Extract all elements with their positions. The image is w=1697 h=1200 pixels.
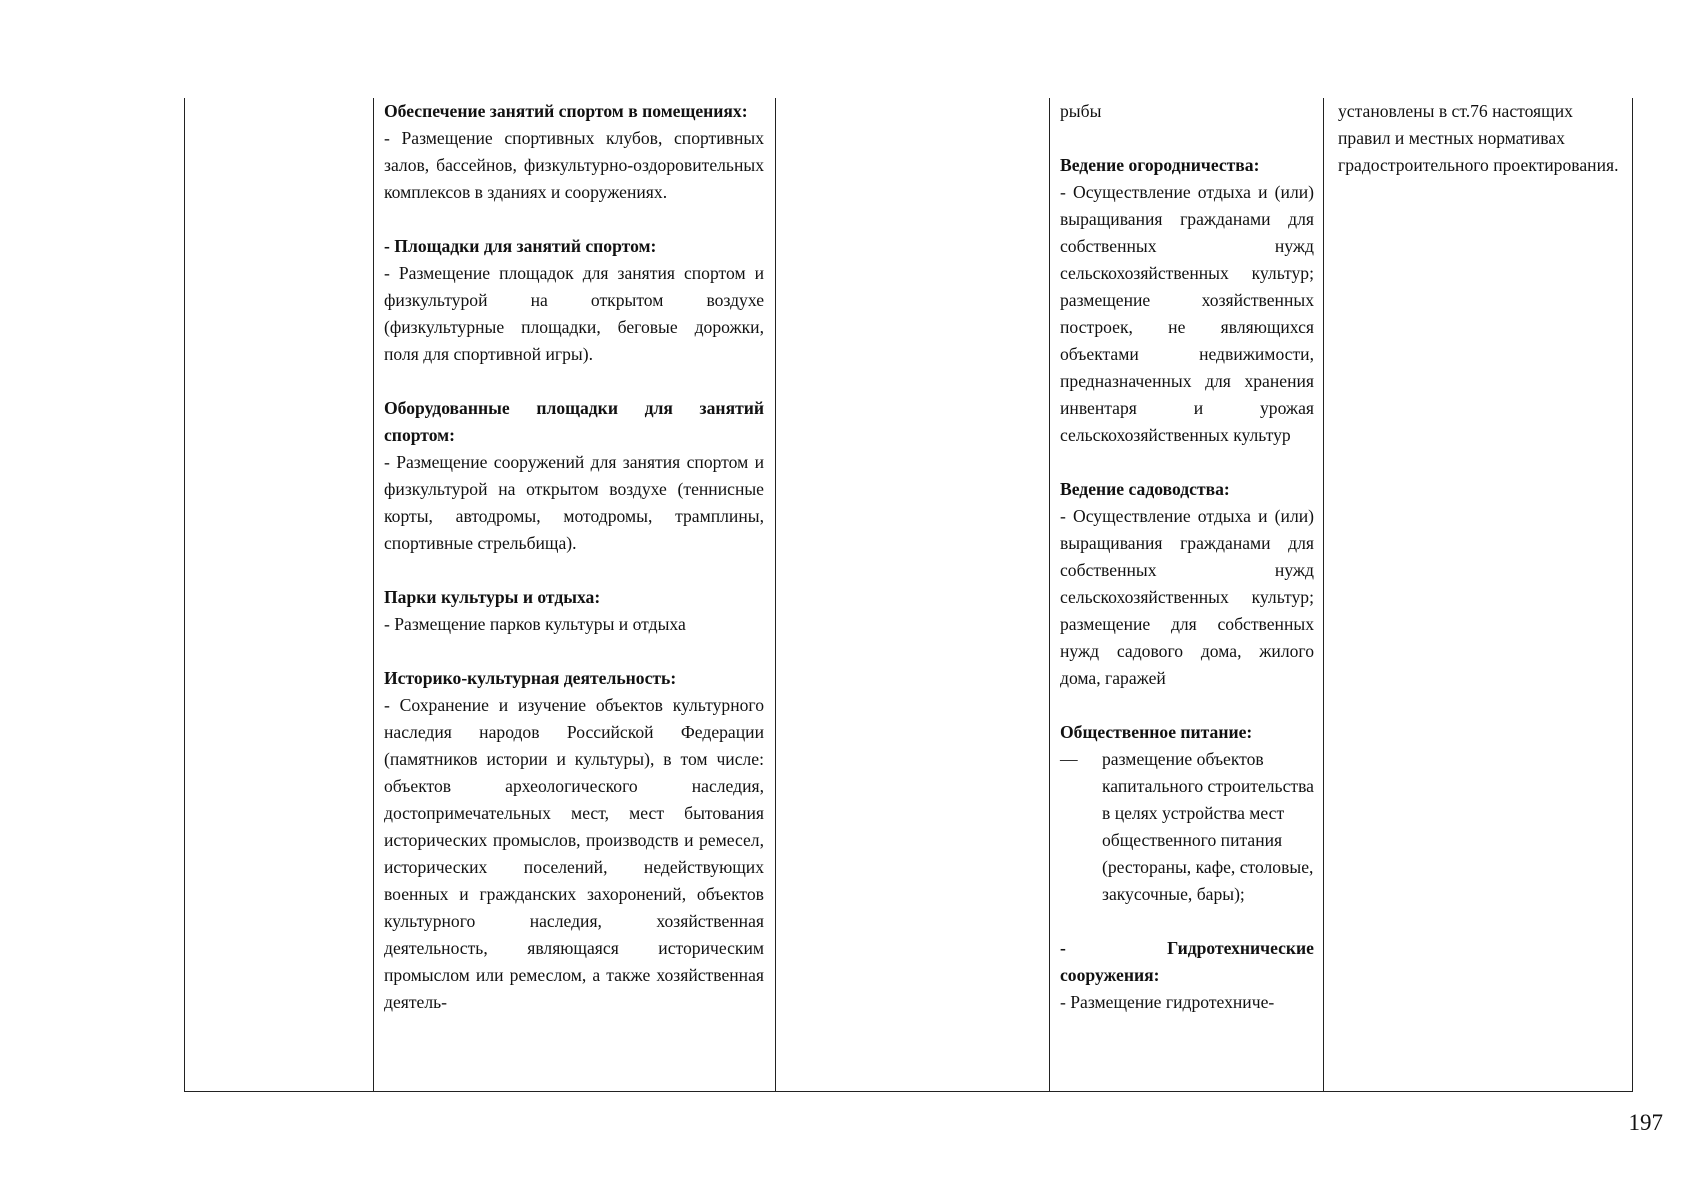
section-heading: Историко-культурная деятельность: — [384, 668, 677, 688]
section-heading: Оборудованные площадки для занятий спортом: — [384, 398, 764, 445]
column-divider — [373, 98, 374, 1091]
list-item-text: размещение объектов капитального строительства в целях устройства мест общественного питания (рестораны, кафе, столовые, закусочные, бары); — [1102, 749, 1314, 904]
section-heading: Обеспечение занятий спортом в помещениях: — [384, 101, 748, 121]
section-heading: Ведение садоводства: — [1060, 479, 1230, 499]
dash-bullet: — — [1060, 749, 1078, 769]
table-cell-parameters — [1338, 98, 1622, 179]
list-item — [1060, 746, 1314, 908]
section-text: рыбы — [1060, 101, 1102, 121]
section-heading: Ведение огородничества: — [1060, 155, 1260, 175]
section-text: установлены в ст.76 настоящих правил и местных нормативах градостроительного проектирования. — [1338, 101, 1619, 175]
section-heading: - Гидротехнические сооружения: — [1060, 938, 1314, 985]
section-text: - Размещение гидротехниче- — [1060, 992, 1275, 1012]
land-use-table — [184, 98, 1633, 1092]
table-cell-uses — [384, 98, 764, 1016]
section-text: - Осуществление отдыха и (или) выращивания гражданами для собственных нужд сельскохозяйственных культур; размещение хозяйственных построек, не являющихся объектами недвижимости, предназначенных для хранения инвентаря и урожая сельскохозяйственных культур — [1060, 182, 1314, 445]
section-text: - Размещение площадок для занятия спортом и физкультурой на открытом воздухе (физкультурные площадки, беговые дорожки, поля для спортивной игры). — [384, 263, 764, 364]
section-text: - Размещение парков культуры и отдыха — [384, 614, 686, 634]
section-heading: Парки культуры и отдыха: — [384, 587, 601, 607]
section-text: - Размещение спортивных клубов, спортивных залов, бассейнов, физкультурно-оздоровительных комплексов в зданиях и сооружениях. — [384, 128, 764, 202]
section-text: - Осуществление отдыха и (или) выращивания гражданами для собственных нужд сельскохозяйственных культур; размещение для собственных нужд садового дома, жилого дома, гаражей — [1060, 506, 1314, 688]
column-divider — [1323, 98, 1324, 1091]
section-heading: - Площадки для занятий спортом: — [384, 236, 657, 256]
section-text: - Сохранение и изучение объектов культурного наследия народов Российской Федерации (памятников истории и культуры), в том числе: объектов археологического наследия, достопримечательных мест, мест бытования исторических промыслов, производств и ремесел, исторических поселений, недействующих военных и гражданских захоронений, объектов культурного наследия, хозяйственная деятельность, являющаяся историческим промыслом или ремеслом, а также хозяйственная деятель- — [384, 695, 764, 1012]
table-cell-aux-uses — [1060, 98, 1314, 1016]
column-divider — [775, 98, 776, 1091]
column-divider — [1049, 98, 1050, 1091]
section-text: - Размещение сооружений для занятия спортом и физкультурой на открытом воздухе (теннисные корты, автодромы, мотодромы, трамплины, спортивные стрельбища). — [384, 452, 764, 553]
page-number: 197 — [1628, 1110, 1663, 1135]
section-heading: Общественное питание: — [1060, 722, 1253, 742]
